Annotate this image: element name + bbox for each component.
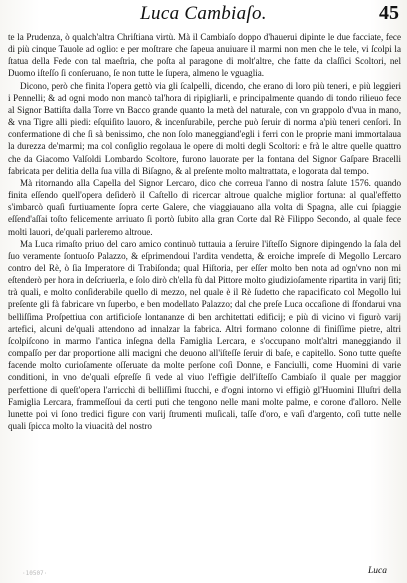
paragraph-4: Ma Luca rimaſto priuo del caro amico continuò tuttauia a ſeruire l'iſteſſo Signore dipingendo la ſala del ſuo veramente ſontuoſo Palazzo, & eſprimendoui l'ardita vendetta, & eroiche impreſe di Megollo Lercaro contro del Rè, ò ſia Imperatore di Trabiſonda; qual Hiſtoria, per eſſer molto ben nota ad ogn'vno non mi eſtenderò per hora in deſcriuerla, e ſolo dirò ch'ella fù dal Pittore molto giudizioſamente ripartita in varij ſiti; trà quali, e molto conſiderabile quello di mezzo, nel quale è il Rè ſudetto che rapacificato col Megollo lui preſente gli fà fabricare vn ſuperbo, e ben modellato Palazzo; dal che preſe Luca occaſione di ſfondarui vna belliſſima Proſpettiua con artificioſe lontananze di ben architettati edificij; e più di vicino vi figurò varij artefici, alcuni de'quali attendono ad innalzar la fabrica. Altri formano colonne di finiſſime pietre, altri ſcolpiſcono in marmo l'antica inſegna della Famiglia Lercara, e s'occupano molt'altri maneggiando il compaſſo per dar proportione alli macigni che deuono all'iſteſſe ſeruir di baſe, e capitello. Sono tutte queſte facende molto curioſamente oſſeruate da molte perſone coſi Donne, e Fanciulli, come Huomini di varie conditioni, in vno de'quali eſpreſſe ſi vede al viuo l'effigie dell'iſteſſo Cambiaſo il quale per maggior perfettione di queſt'opera l'arricchì di belliſſimi ſtucchi, e d'ogni intorno vi effigiò gl'Huomini Illuſtri della Famiglia Lercara, frammeſſoui da certi puti che tengono nelle mani molte palme, e corone d'alloro. Nelle lunette poi vi ſono tredici figure con varij ſtrumenti muſicali, taſſe d'oro, e vaſi d'argento, coſi tutte nelle quali ſpicca molto la viuacità del nostro (8, 238, 401, 431)
paragraph-3: Mà ritornando alla Capella del Signor Lercaro, dico che correua l'anno di nostra ſalute 1576. quando finita eſſendo quell'opera deſiderò il Caſtello di ricercar altroue qualche miglior fortuna: al qual'effetto s'imbarcò quaſi furtiuamente ſopra certe Galere, che viaggiauano alla volta di Spagna, alle cui ſpiaggie eſſend'aſſai toſto felicemente arriuato ſi portò ſubito alla gran Corte dal Rè Filippo Secondo, al quale fece molti lauori, de'quali parleremo altroue. (8, 177, 401, 237)
running-title: Luca Cambiaſo. (140, 3, 267, 24)
catchword: Luca (368, 566, 387, 576)
body-text (8, 31, 401, 432)
paragraph-1: te la Prudenza, ò qualch'altra Chriſtiana virtù. Mà il Cambiaſo doppo d'hauerui dipinte le due facciate, fece di più cinque Tauole ad oglio: e per moſtrare che ſapeua anuiuare il marmi non men che le tele, vi ſcolpi la ſtatua della Fede con tal maeſtria, che poſta al paragone di molt'altre, che fatte da claſſici Scoltori, nel Duomo iſteſſo ſi conſeruano, ſe non tutte le ſupera, almeno le vguaglia. (8, 32, 401, 79)
page-header (0, 2, 407, 28)
page-number: 45 (379, 2, 399, 24)
shelfmark-stamp: ·10507· (22, 570, 48, 577)
paragraph-2: Dicono, però che finita l'opera gettò via gli ſcalpelli, dicendo, che erano di loro più teneri, e più leggieri i Pennelli; & ad ogni modo non mancò tal'hora di ripigliarli, e principalmente quando di tondo rilieuo fece al Signor Battiſta dalla Torre vn Bacco grande quanto la metà del naturale, con vn grappolo d'vua in mano, & vna Tigre alli piedi: eſquiſito lauoro, & incenſurabile, perche può ſeruir di norma a'più teneri cenſori. In confermatione di che ſi sà benissimo, che non ſolo maneggiand'egli i ferri con le proprie mani immortalaua la durezza de'marmi; ma col conſiglio regolaua le opere di molti degli Scoltori: e frà le altre quelle quattro che da Giacomo Valſoldi Lombardo Scoltore, furono lauorate per la fontana del Signor Gaſpare Bracelli fabricata per delitia della ſua villa di Biſagno, & al preſente molto maltrattata, e logorata dal tempo. (8, 80, 401, 176)
